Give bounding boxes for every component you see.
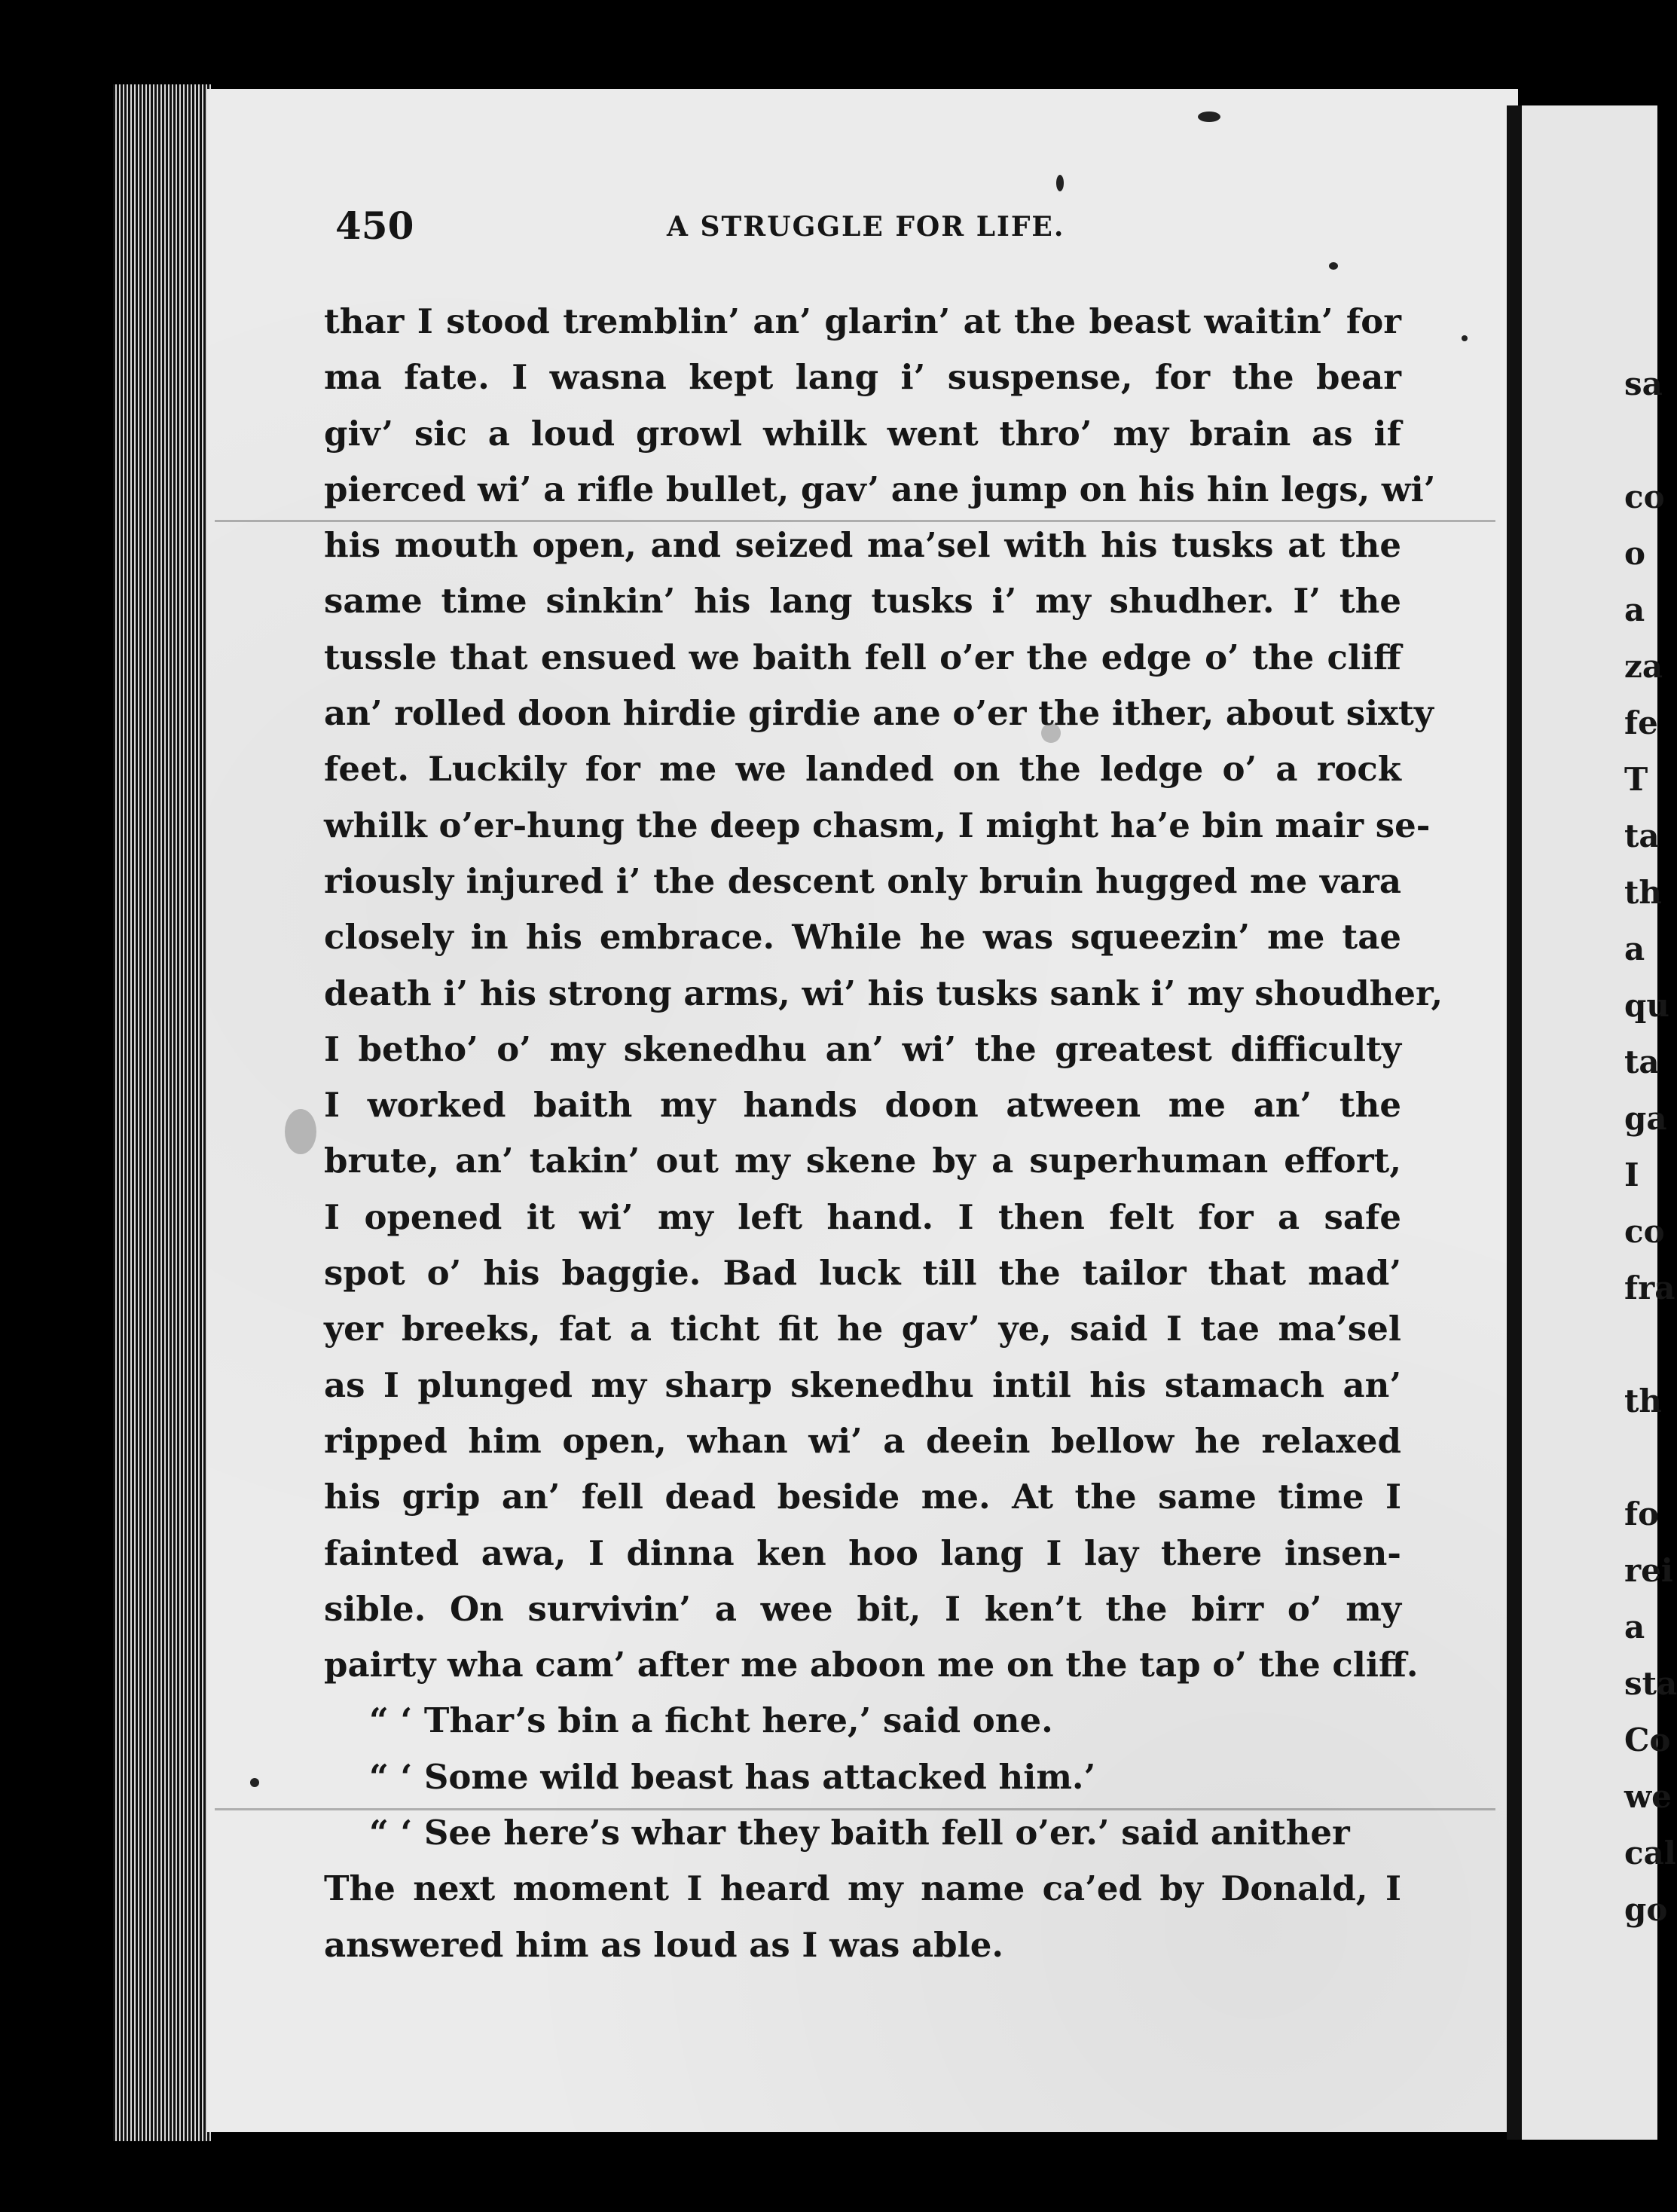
text-line: “ ‘ Some wild beast has attacked him.’	[369, 1756, 1096, 1797]
facing-page-fragment: o	[1624, 535, 1646, 572]
page-heading: A STRUGGLE FOR LIFE.	[667, 211, 1065, 243]
text-line: ma fate. I wasna kept lang i’ suspense, for the bear	[324, 357, 1401, 398]
ink-smudge	[285, 1109, 316, 1154]
facing-page-fragment: co	[1624, 478, 1665, 515]
text-line: feet. Luckily for me we landed on the ledge o’ a rock	[324, 749, 1401, 790]
facing-page-fragment: fra	[1624, 1269, 1675, 1306]
ink-smudge	[1041, 723, 1061, 743]
facing-page-fragment: ta	[1624, 817, 1660, 854]
text-line: riously injured i’ the descent only bruin hugged me vara	[324, 860, 1401, 901]
ink-speck	[1329, 262, 1338, 270]
facing-page-fragment: th	[1624, 1382, 1662, 1419]
page-stack-edge	[113, 84, 211, 2141]
facing-page-fragment: qu	[1624, 987, 1669, 1024]
facing-page-fragment: a	[1624, 1609, 1645, 1645]
ink-speck	[1056, 175, 1064, 191]
text-line: same time sinkin’ his lang tusks i’ my shudher. I’ the	[324, 581, 1401, 622]
text-line: The next moment I heard my name ca’ed by Donald, I	[324, 1868, 1401, 1909]
facing-page-fragment: T	[1624, 761, 1648, 798]
text-line: his mouth open, and seized ma’sel with his tusks at the	[324, 525, 1401, 566]
ink-speck	[1462, 335, 1468, 341]
body-text	[324, 294, 1443, 1973]
ink-speck	[250, 1778, 259, 1787]
page-number: 450	[335, 203, 414, 248]
text-line: I betho’ o’ my skenedhu an’ wi’ the greatest difficulty	[324, 1028, 1401, 1069]
text-line: “ ‘ Thar’s bin a ficht here,’ said one.	[369, 1700, 1053, 1741]
facing-page-fragment: we	[1624, 1778, 1672, 1815]
facing-page-fragment: ta	[1624, 1043, 1660, 1080]
facing-page	[1522, 105, 1677, 2140]
facing-page-fragment: a	[1624, 930, 1645, 967]
text-line: spot o’ his baggie. Bad luck till the tailor that mad’	[324, 1253, 1401, 1294]
facing-page-fragment: sa	[1624, 365, 1663, 402]
facing-page-fragment: go	[1624, 1891, 1668, 1928]
ink-speck	[1198, 112, 1220, 122]
text-line: whilk o’er-hung the deep chasm, I might ha’e bin mair se-	[324, 805, 1431, 845]
facing-page-fragment: a	[1624, 591, 1645, 628]
text-line: pairty wha cam’ after me aboon me on the tap o’ the cliff.	[324, 1645, 1419, 1685]
text-line: thar I stood tremblin’ an’ glarin’ at the beast waitin’ for	[324, 301, 1401, 341]
facing-page-fragment: ga	[1624, 1100, 1667, 1137]
facing-page-fragment: fo	[1624, 1496, 1660, 1532]
text-line: fainted awa, I dinna ken hoo lang I lay there insen-	[324, 1532, 1401, 1573]
facing-page-fragment: rei	[1624, 1552, 1673, 1589]
facing-page-fragment: co	[1624, 1213, 1665, 1250]
text-line: pierced wi’ a rifle bullet, gav’ ane jump on his hin legs, wi’	[324, 469, 1436, 509]
text-line: brute, an’ takin’ out my skene by a superhuman effort,	[324, 1141, 1401, 1181]
text-line: an’ rolled doon hirdie girdie ane o’er the ither, about sixty	[324, 693, 1434, 734]
text-line: ripped him open, whan wi’ a deein bellow he relaxed	[324, 1420, 1401, 1461]
text-line: closely in his embrace. While he was squeezin’ me tae	[324, 917, 1401, 958]
text-line: death i’ his strong arms, wi’ his tusks sank i’ my shoudher,	[324, 973, 1443, 1013]
facing-page-fragment: I	[1624, 1156, 1639, 1193]
text-line: yer breeks, fat a ticht fit he gav’ ye, said I tae ma’sel	[324, 1309, 1401, 1349]
text-line: answered him as loud as I was able.	[324, 1924, 1004, 1965]
text-line: “ ‘ See here’s whar they baith fell o’er.’ said anither	[369, 1813, 1350, 1853]
book-gutter	[1507, 105, 1522, 2140]
facing-page-fragment: Co	[1624, 1722, 1671, 1758]
facing-page-fragment: sta	[1624, 1665, 1677, 1702]
facing-page-fragment: fe	[1624, 704, 1658, 741]
running-head	[335, 203, 1405, 256]
text-line: I worked baith my hands doon atween me an’ the	[324, 1085, 1401, 1126]
text-line: sible. On survivin’ a wee bit, I ken’t the birr o’ my	[324, 1588, 1401, 1629]
text-line: his grip an’ fell dead beside me. At the same time I	[324, 1477, 1401, 1517]
text-line: tussle that ensued we baith fell o’er the edge o’ the cliff	[324, 637, 1401, 677]
text-line: as I plunged my sharp skenedhu intil his stamach an’	[324, 1364, 1401, 1405]
facing-page-fragment: cal	[1624, 1835, 1676, 1871]
text-line: I opened it wi’ my left hand. I then felt for a safe	[324, 1196, 1401, 1237]
text-line: giv’ sic a loud growl whilk went thro’ my brain as if	[324, 413, 1401, 454]
facing-page-fragment: th	[1624, 874, 1662, 911]
facing-page-fragment: za	[1624, 648, 1663, 685]
